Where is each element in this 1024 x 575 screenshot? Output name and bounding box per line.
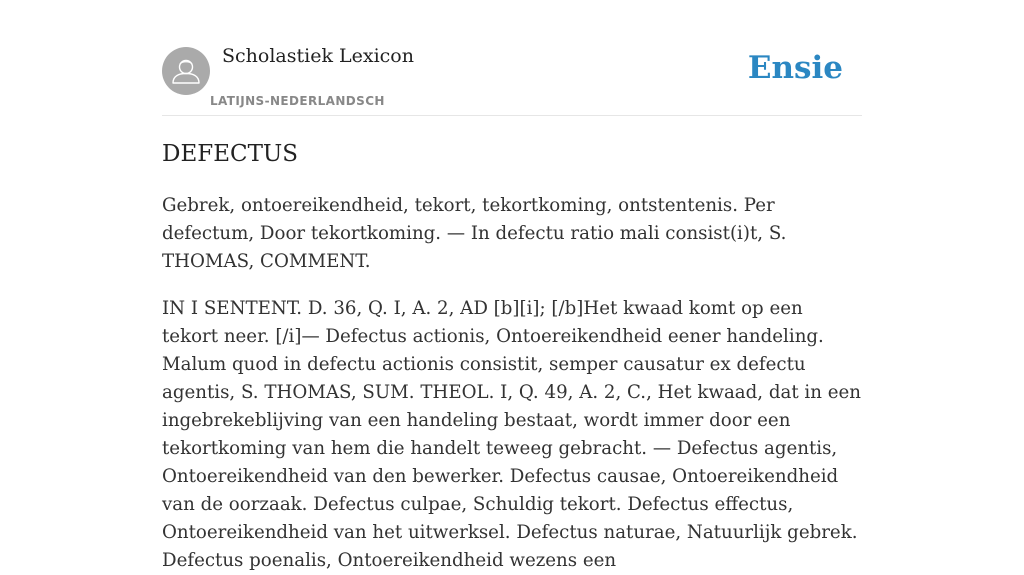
entry-article (162, 138, 862, 575)
brand-logo-link[interactable]: Ensie (747, 50, 843, 86)
avatar[interactable] (162, 47, 210, 95)
entry-title: DEFECTUS (162, 141, 299, 167)
entry-paragraph-2: IN I SENTENT. D. 36, Q. I, A. 2, AD [b][i]; [/b]Het kwaad komt op een tekort neer. [/i]— Defectus actionis, Ontoereikendheid eener handeling. Malum quod in defectu actionis consistit, semper causatur ex defectu agentis, S. THOMAS, SUM. THEOL. I, Q. 49, A. 2, C., Het kwaad, dat in een ingebrekeblijving van een handeling bestaat, wordt immer door een tekortkoming van hem die handelt teweeg gebracht. — Defectus agentis, Ontoereikendheid van den bewerker. Defectus causae, Ontoereikendheid van de oorzaak. Defectus culpae, Schuldig tekort. Defectus effectus, Ontoereikendheid van het uitwerksel. Defectus naturae, Natuurlijk gebrek. Defectus poenalis, Ontoereikendheid wezens een (162, 298, 861, 571)
user-silhouette-icon (162, 47, 210, 95)
site-header (162, 0, 862, 116)
entry-paragraph-1: Gebrek, ontoereikendheid, tekort, tekortkoming, ontstentenis. Per defectum, Door tekortkoming. — In defectu ratio mali consist(i)t, S. THOMAS, COMMENT. (162, 195, 787, 272)
site-subtitle: LATIJNS-NEDERLANDSCH (210, 94, 385, 108)
site-title[interactable]: Scholastiek Lexicon (222, 45, 414, 67)
